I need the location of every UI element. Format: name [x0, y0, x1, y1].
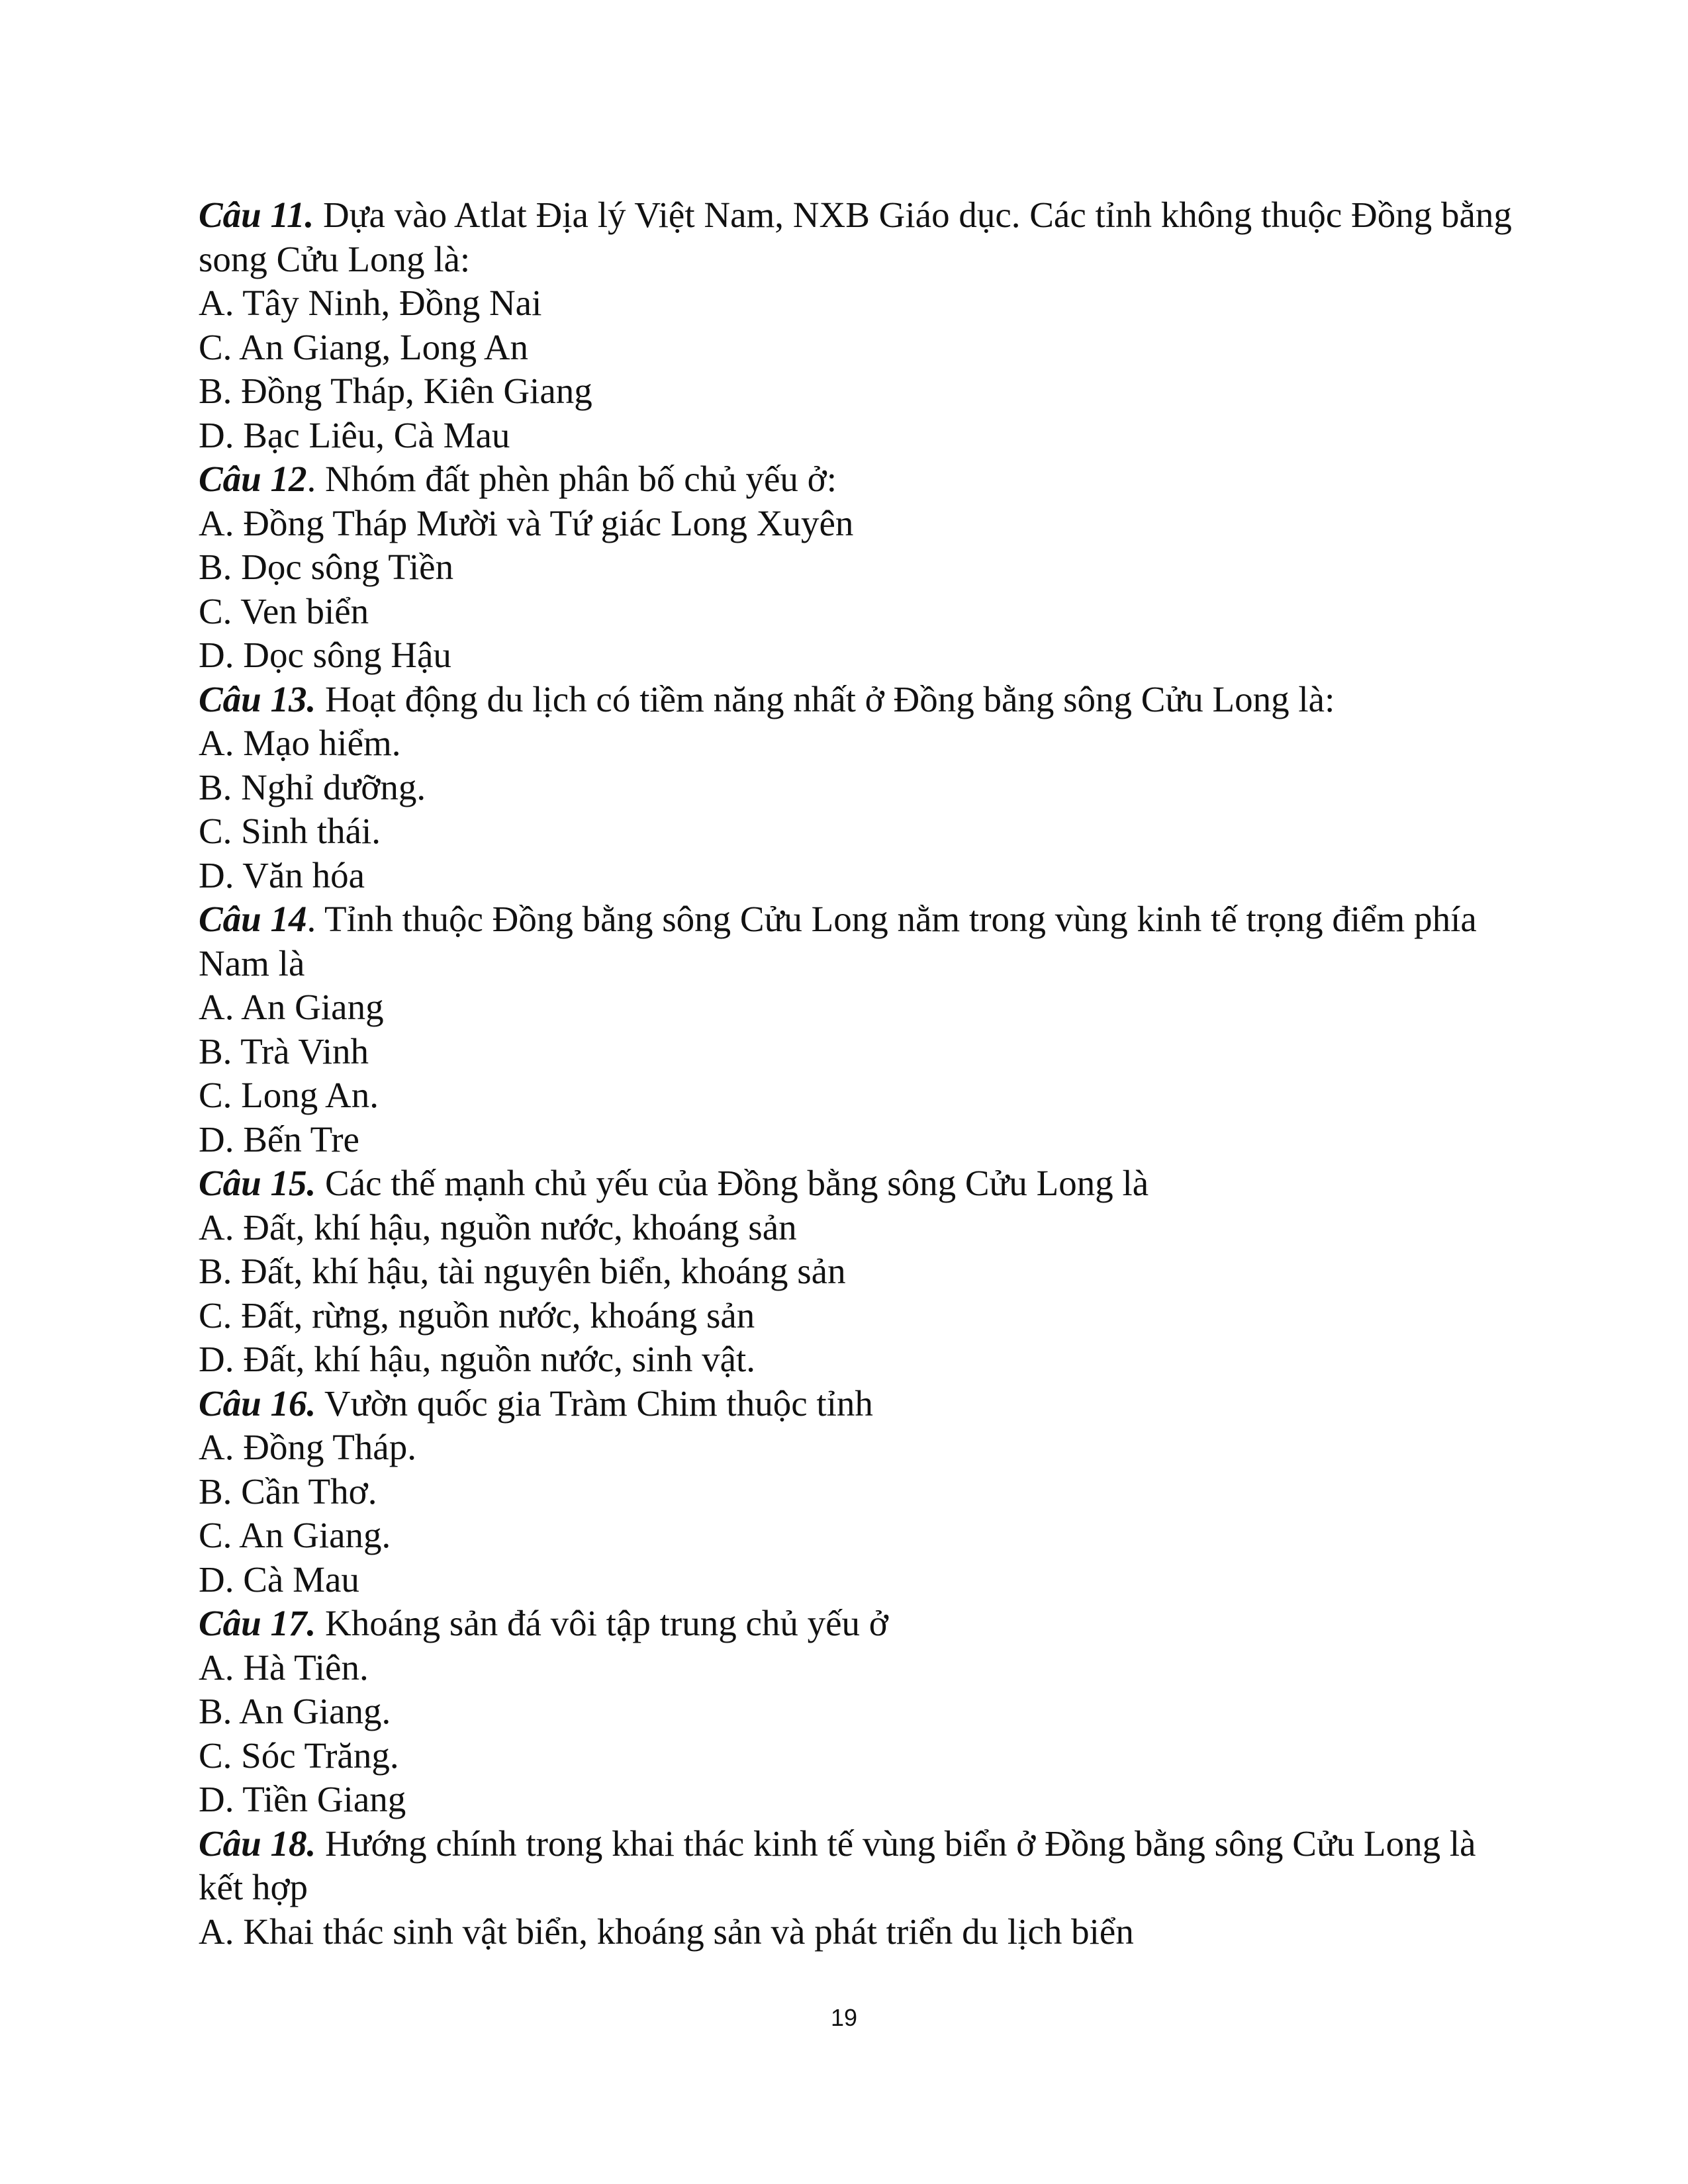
answer-option: A. Mạo hiểm. — [199, 723, 401, 763]
answer-option: C. Long An. — [199, 1075, 379, 1115]
answer-option: C. Ven biển — [199, 590, 369, 631]
question-18 — [199, 1822, 1529, 1954]
page-number: 19 — [830, 2004, 858, 2031]
answer-option: B. Đồng Tháp, Kiên Giang — [199, 371, 592, 411]
question-label: Câu 17. — [199, 1603, 316, 1643]
question-text: Các thế mạnh chủ yếu của Đồng bằng sông Cửu Long là — [316, 1163, 1149, 1203]
question-text: Vườn quốc gia Tràm Chim thuộc tỉnh — [316, 1383, 873, 1424]
question-15 — [199, 1161, 1529, 1382]
question-label: Câu 11. — [199, 195, 314, 235]
answer-option: A. Đồng Tháp Mười và Tứ giác Long Xuyên — [199, 502, 854, 543]
answer-option: A. Đồng Tháp. — [199, 1427, 416, 1467]
question-text: Hướng chính trong khai thác kinh tế vùng biển ở Đồng bằng sông Cửu Long là kết hợp — [199, 1823, 1476, 1907]
answer-option: B. Cần Thơ. — [199, 1471, 377, 1512]
question-label: Câu 14 — [199, 899, 307, 939]
question-17 — [199, 1602, 1529, 1822]
answer-option: D. Bến Tre — [199, 1118, 359, 1160]
answer-option: C. Đất, rừng, nguồn nước, khoáng sản — [199, 1295, 755, 1336]
answer-option: C. Sóc Trăng. — [199, 1735, 399, 1776]
answer-option: B. Dọc sông Tiền — [199, 547, 454, 587]
question-stem — [199, 193, 1529, 281]
question-16 — [199, 1382, 1529, 1602]
question-11 — [199, 193, 1529, 457]
question-stem — [199, 1822, 1529, 1910]
answer-option: C. Sinh thái. — [199, 811, 381, 851]
question-stem — [199, 1382, 1529, 1426]
question-stem — [199, 897, 1529, 985]
document-body — [199, 193, 1529, 1954]
answer-option: D. Bạc Liêu, Cà Mau — [199, 414, 510, 455]
question-text: . Tỉnh thuộc Đồng bằng sông Cửu Long nằm trong vùng kinh tế trọng điểm phía Nam là — [199, 899, 1477, 983]
answer-option: A. Tây Ninh, Đồng Nai — [199, 283, 542, 323]
answer-option: C. An Giang. — [199, 1515, 391, 1555]
answer-option: D. Đất, khí hậu, nguồn nước, sinh vật. — [199, 1339, 756, 1379]
answer-option: B. Trà Vinh — [199, 1030, 369, 1071]
answer-option: A. Khai thác sinh vật biển, khoáng sản và phát triển du lịch biển — [199, 1911, 1134, 1952]
answer-option: A. Đất, khí hậu, nguồn nước, khoáng sản — [199, 1206, 797, 1248]
question-14 — [199, 897, 1529, 1161]
answer-option: B. Đất, khí hậu, tài nguyên biển, khoáng sản — [199, 1251, 846, 1291]
answer-option: D. Cà Mau — [199, 1559, 359, 1600]
question-13 — [199, 678, 1529, 898]
question-stem — [199, 1161, 1529, 1206]
question-label: Câu 15. — [199, 1163, 316, 1203]
question-stem — [199, 1602, 1529, 1646]
question-text: Dựa vào Atlat Địa lý Việt Nam, NXB Giáo dục. Các tỉnh không thuộc Đồng bằng song Cửu Long là: — [199, 195, 1512, 279]
question-text: Khoáng sản đá vôi tập trung chủ yếu ở — [316, 1603, 888, 1643]
question-label: Câu 13. — [199, 678, 316, 719]
answer-option: B. An Giang. — [199, 1691, 391, 1731]
answer-option: D. Văn hóa — [199, 854, 365, 895]
answer-option: A. An Giang — [199, 987, 384, 1027]
question-text: . Nhóm đất phèn phân bố chủ yếu ở: — [306, 459, 837, 499]
question-text: Hoạt động du lịch có tiềm năng nhất ở Đồng bằng sông Cửu Long là: — [316, 678, 1335, 719]
question-12 — [199, 457, 1529, 678]
question-stem — [199, 457, 1529, 502]
answer-option: A. Hà Tiên. — [199, 1647, 369, 1688]
answer-option: D. Dọc sông Hậu — [199, 635, 451, 675]
question-label: Câu 18. — [199, 1823, 316, 1864]
question-label: Câu 12 — [199, 459, 307, 499]
question-stem — [199, 678, 1529, 722]
answer-option: C. An Giang, Long An — [199, 326, 529, 367]
answer-option: B. Nghỉ dưỡng. — [199, 766, 426, 807]
question-label: Câu 16. — [199, 1383, 316, 1424]
answer-option: D. Tiền Giang — [199, 1779, 406, 1819]
